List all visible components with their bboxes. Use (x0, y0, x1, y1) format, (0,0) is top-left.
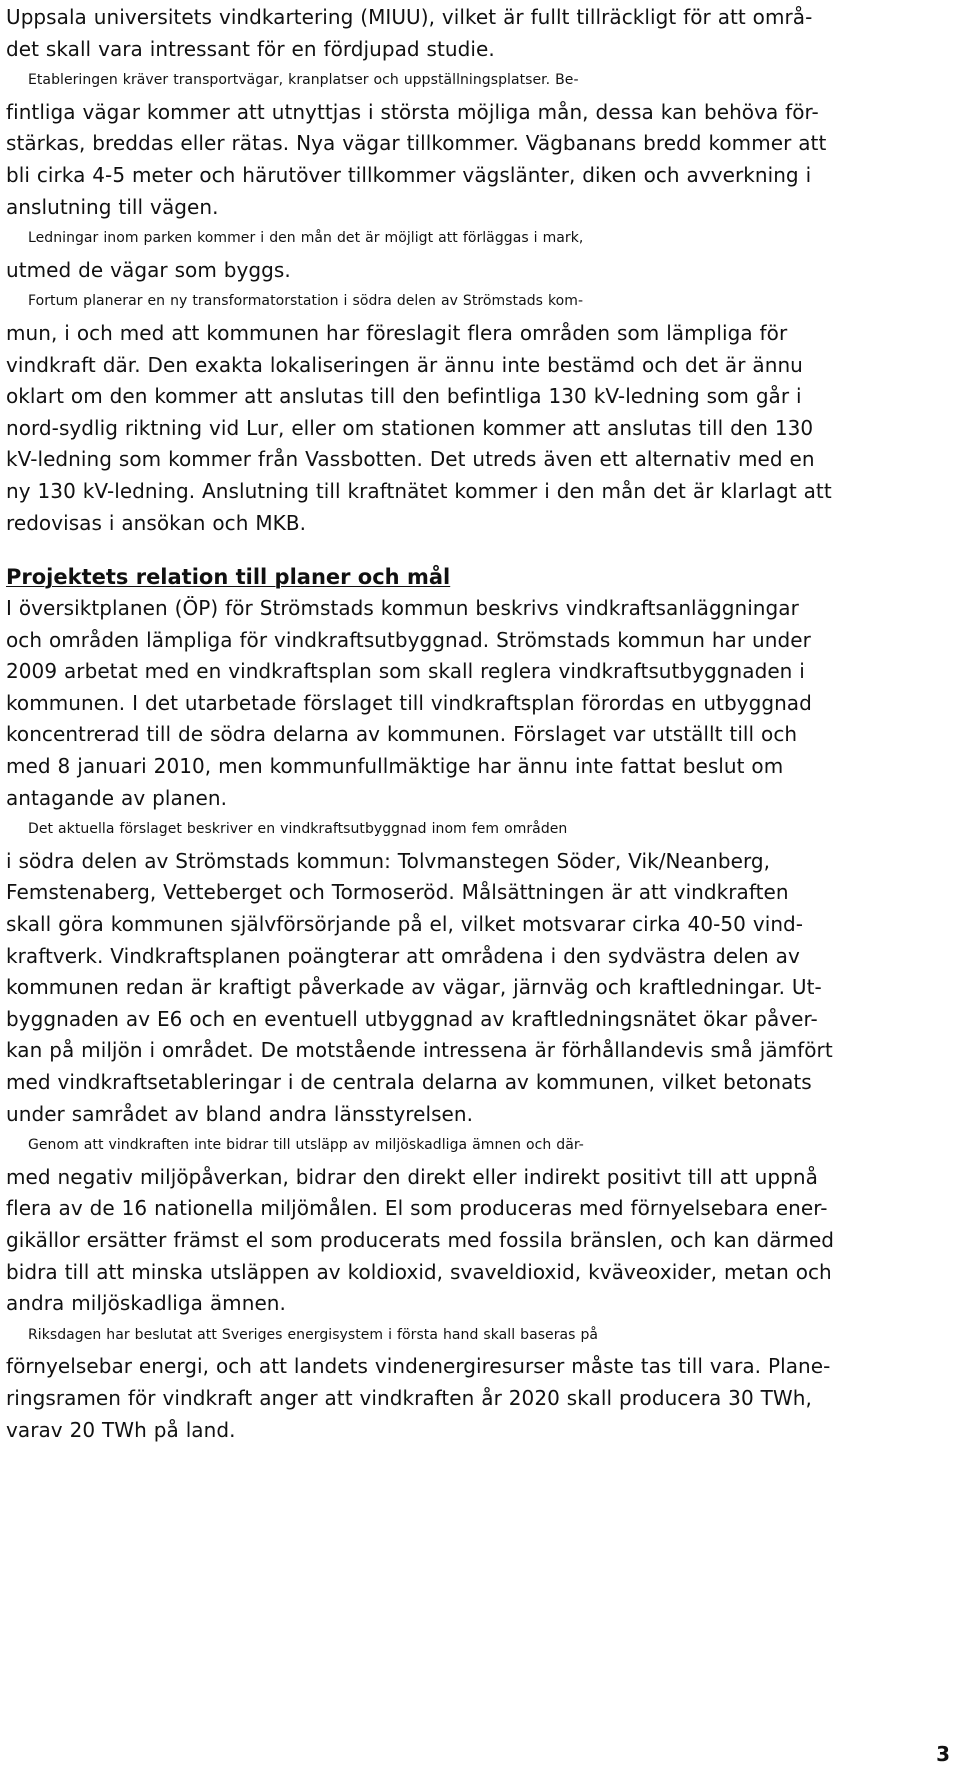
text-line: ringsramen för vindkraft anger att vindkraften år 2020 skall producera 30 TWh, (6, 1385, 812, 1410)
text-line: Ledningar inom parken kommer i den mån det är möjligt att förläggas i mark, (28, 230, 584, 247)
text-line: med 8 januari 2010, men kommunfullmäktige har ännu inte fattat beslut om (6, 754, 784, 779)
text-line: förnyelsebar energi, och att landets vindenergiresurser måste tas till vara. Plane- (6, 1354, 831, 1379)
text-line: kan på miljön i området. De motstående intressena är förhållandevis små jämfört (6, 1038, 833, 1063)
text-line: med vindkraftsetableringar i de centrala delarna av kommunen, vilket betonats (6, 1070, 812, 1094)
text-line: utmed de vägar som byggs. (6, 257, 291, 282)
text-line: Riksdagen har beslutat att Sveriges energisystem i första hand skall baseras på (28, 1326, 599, 1343)
text-line: kommunen. I det utarbetade förslaget till vindkraftsplan förordas en utbyggnad (6, 690, 812, 715)
text-line: andra miljöskadliga ämnen. (6, 1291, 286, 1316)
page-number: 3 (936, 1742, 950, 1766)
paragraph-current-proposal (6, 814, 852, 1130)
text-line: bidra till att minska utsläppen av koldioxid, svaveldioxid, kväveoxider, metan och (6, 1259, 832, 1284)
paragraph-transformer-station (6, 286, 852, 539)
text-line: koncentrerad till de södra delarna av kommunen. Förslaget var utställt till och (6, 722, 798, 747)
text-line: 2009 arbetat med en vindkraftsplan som skall reglera vindkraftsutbyggnaden i (6, 659, 805, 684)
text-line: Femstenaberg, Vetteberget och Tormoseröd. Målsättningen är att vindkraften (6, 880, 789, 905)
text-line: kraftverk. Vindkraftsplanen poängterar att områdena i den sydvästra delen av (6, 943, 800, 968)
text-line: och områden lämpliga för vindkraftsutbyggnad. Strömstads kommun har under (6, 627, 811, 652)
text-line: kV-ledning som kommer från Vassbotten. Det utreds även ett alternativ med en (6, 447, 815, 472)
text-line: antagande av planen. (6, 785, 227, 810)
paragraph-environmental-goals (6, 1130, 852, 1320)
text-line: stärkas, breddas eller rätas. Nya vägar tillkommer. Vägbanans bredd kommer att (6, 131, 827, 156)
text-line: bli cirka 4-5 meter och härutöver tillkommer vägslänter, diken och avverkning i (6, 162, 812, 187)
text-line: under samrådet av bland andra länsstyrelsen. (6, 1101, 474, 1126)
text-line: Uppsala universitets vindkartering (MIUU), vilket är fullt tillräckligt för att områ- (6, 5, 813, 29)
text-line: mun, i och med att kommunen har föreslagit flera områden som lämpliga för (6, 320, 788, 345)
paragraph-parliament-decision (6, 1320, 852, 1446)
text-line: byggnaden av E6 och en eventuell utbyggnad av kraftledningsnätet ökar påver- (6, 1006, 818, 1031)
text-line: skall göra kommunen självförsörjande på el, vilket motsvarar cirka 40-50 vind- (6, 912, 804, 937)
text-line: oklart om den kommer att anslutas till den befintliga 130 kV-ledning som går i (6, 384, 802, 409)
text-line: Det aktuella förslaget beskriver en vindkraftsutbyggnad inom fem områden (28, 821, 568, 838)
text-line: anslutning till vägen. (6, 194, 219, 219)
text-line: ny 130 kV-ledning. Anslutning till kraftnätet kommer i den mån det är klarlagt att (6, 478, 832, 503)
paragraph-overview-plan (6, 593, 852, 814)
text-line: varav 20 TWh på land. (6, 1417, 236, 1442)
text-line: Etableringen kräver transportvägar, kranplatser och uppställningsplatser. Be- (28, 72, 579, 89)
text-line: gikällor ersätter främst el som producerats med fossila bränslen, och kan därmed (6, 1227, 835, 1252)
text-line: med negativ miljöpåverkan, bidrar den direkt eller indirekt positivt till att uppnå (6, 1164, 818, 1189)
text-line: vindkraft där. Den exakta lokaliseringen är ännu inte bestämd och det är ännu (6, 352, 803, 377)
text-line: flera av de 16 nationella miljömålen. El som produceras med förnyelsebara ener- (6, 1196, 828, 1221)
paragraph-cables (6, 223, 852, 286)
section-heading: Projektets relation till planer och mål (6, 565, 451, 590)
text-line: redovisas i ansökan och MKB. (6, 510, 307, 535)
text-line: kommunen redan är kraftigt påverkade av vägar, järnväg och kraftledningar. Ut- (6, 975, 822, 1000)
paragraph-transport-roads (6, 65, 852, 223)
page-content (6, 2, 852, 1446)
paragraph-wind-mapping (6, 2, 852, 65)
text-line: Genom att vindkraften inte bidrar till utsläpp av miljöskadliga ämnen och där- (28, 1137, 584, 1154)
text-line: Fortum planerar en ny transformatorstation i södra delen av Strömstads kom- (28, 293, 584, 310)
text-line: fintliga vägar kommer att utnyttjas i största möjliga mån, dessa kan behöva för- (6, 99, 819, 124)
text-line: det skall vara intressant för en fördjupad studie. (6, 36, 495, 61)
text-line: nord-sydlig riktning vid Lur, eller om stationen kommer att anslutas till den 130 (6, 415, 814, 440)
text-line: I översiktplanen (ÖP) för Strömstads kommun beskrivs vindkraftsanläggningar (6, 596, 799, 621)
text-line: i södra delen av Strömstads kommun: Tolvmanstegen Söder, Vik/Neanberg, (6, 848, 771, 873)
